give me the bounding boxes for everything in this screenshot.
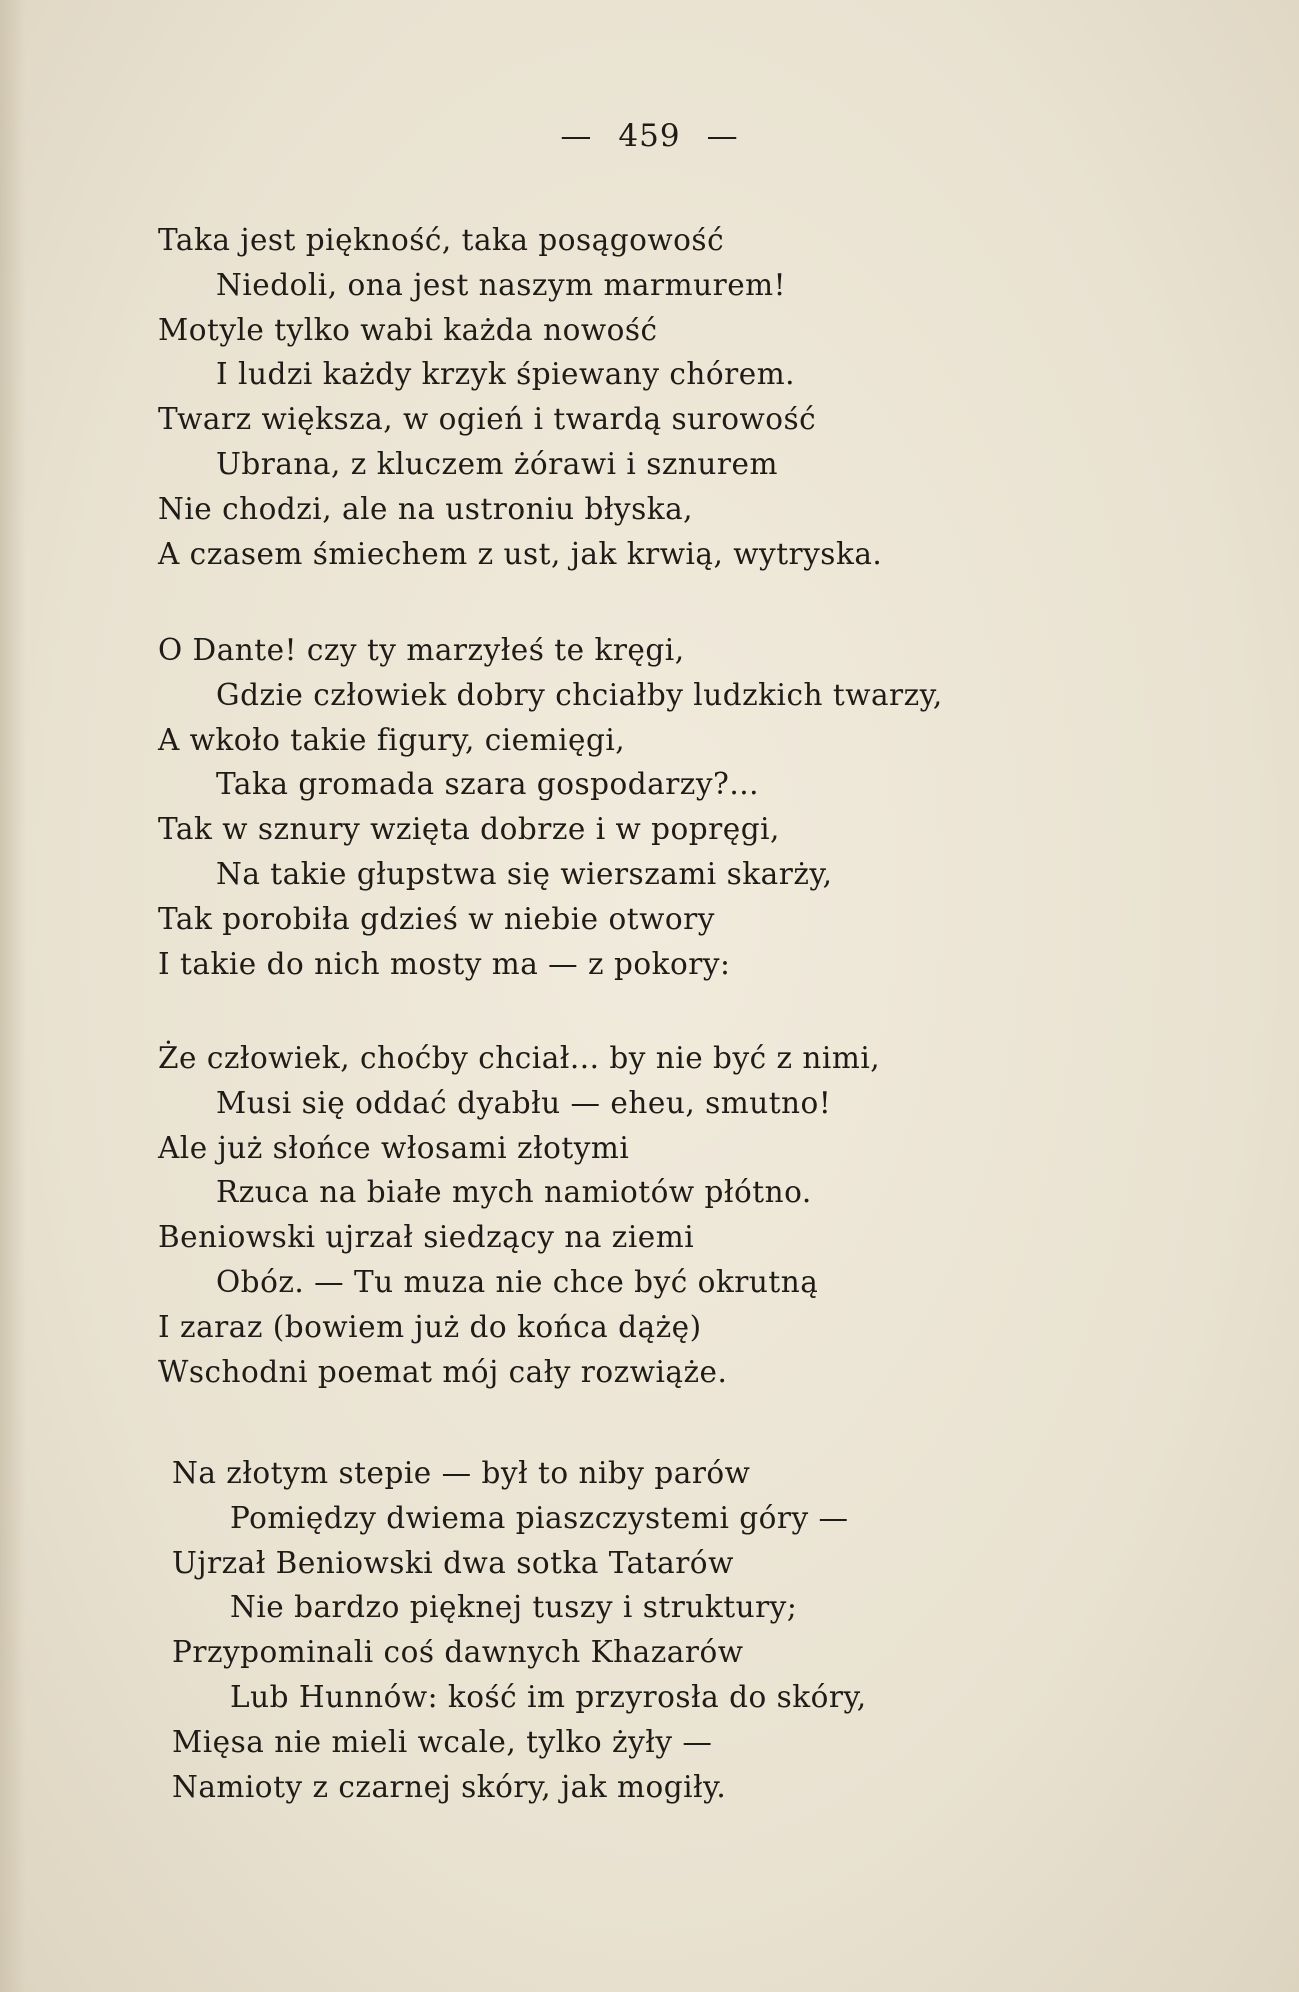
poem-line: A wkoło takie figury, ciemięgi,: [158, 722, 626, 757]
poem-line: Nie bardzo pięknej tuszy i struktury;: [230, 1590, 798, 1625]
poem-line: I ludzi każdy krzyk śpiewany chórem.: [216, 357, 796, 392]
poem-line: Rzuca na białe mych namiotów płótno.: [216, 1175, 812, 1210]
poem-line: Mięsa nie mieli wcale, tylko żyły —: [172, 1724, 713, 1759]
poem-line: Że człowiek, choćby chciał... by nie być z nimi,: [158, 1041, 881, 1075]
poem-line: Ujrzał Beniowski dwa sotka Tatarów: [172, 1545, 734, 1580]
poem-line: Ubrana, z kluczem żórawi i sznurem: [216, 446, 778, 481]
poem-line: Wschodni poemat mój cały rozwiąże.: [158, 1354, 728, 1389]
poem-line: Obóz. — Tu muza nie chce być okrutną: [216, 1264, 819, 1299]
poem-line: Namioty z czarnej skóry, jak mogiły.: [172, 1769, 727, 1804]
poem-line: Musi się oddać dyabłu — eheu, smutno!: [216, 1085, 832, 1120]
poem-line: Ale już słońce włosami złotymi: [158, 1130, 630, 1165]
poem-line: Niedoli, ona jest naszym marmurem!: [216, 267, 786, 302]
stanza-3: [158, 1036, 1158, 1394]
header-dash-right: —: [706, 118, 739, 154]
poem-line: Beniowski ujrzał siedzący na ziemi: [158, 1220, 695, 1255]
poem-line: Taka jest piękność, taka posągowość: [158, 223, 725, 257]
poem-line: Lub Hunnów: kość im przyrosła do skóry,: [230, 1679, 867, 1714]
poem-line: I takie do nich mosty ma — z pokory:: [158, 946, 731, 981]
poem-line: A czasem śmiechem z ust, jak krwią, wytryska.: [158, 536, 883, 571]
poem-line: Nie chodzi, ale na ustroniu błyska,: [158, 491, 694, 526]
poem-line: Na złotym stepie — był to niby parów: [172, 1456, 751, 1490]
poem-line: Przypominali coś dawnych Khazarów: [172, 1635, 744, 1670]
page-number: 459: [618, 118, 681, 154]
poem-line: Gdzie człowiek dobry chciałby ludzkich twarzy,: [216, 677, 943, 712]
poem-line: Pomiędzy dwiema piaszczystemi góry —: [230, 1500, 849, 1535]
poem-line: I zaraz (bowiem już do końca dążę): [158, 1309, 702, 1344]
poem-line: Tak w sznury wzięta dobrze i w popręgi,: [158, 812, 780, 847]
header-dash-left: —: [560, 118, 593, 154]
stanza-4: [172, 1451, 1172, 1809]
poem-line: Tak porobiła gdzieś w niebie otwory: [158, 901, 715, 936]
stanza-1: [158, 218, 1158, 576]
poem-line: Motyle tylko wabi każda nowość: [158, 312, 658, 347]
stanza-2: [158, 628, 1158, 986]
poem-line: Taka gromada szara gospodarzy?...: [216, 767, 759, 802]
poem-line: O Dante! czy ty marzyłeś te kręgi,: [158, 633, 685, 667]
page-header: [0, 118, 1299, 154]
poem-line: Twarz większa, w ogień i twardą surowość: [158, 402, 817, 437]
poem-line: Na takie głupstwa się wierszami skarży,: [216, 856, 833, 891]
